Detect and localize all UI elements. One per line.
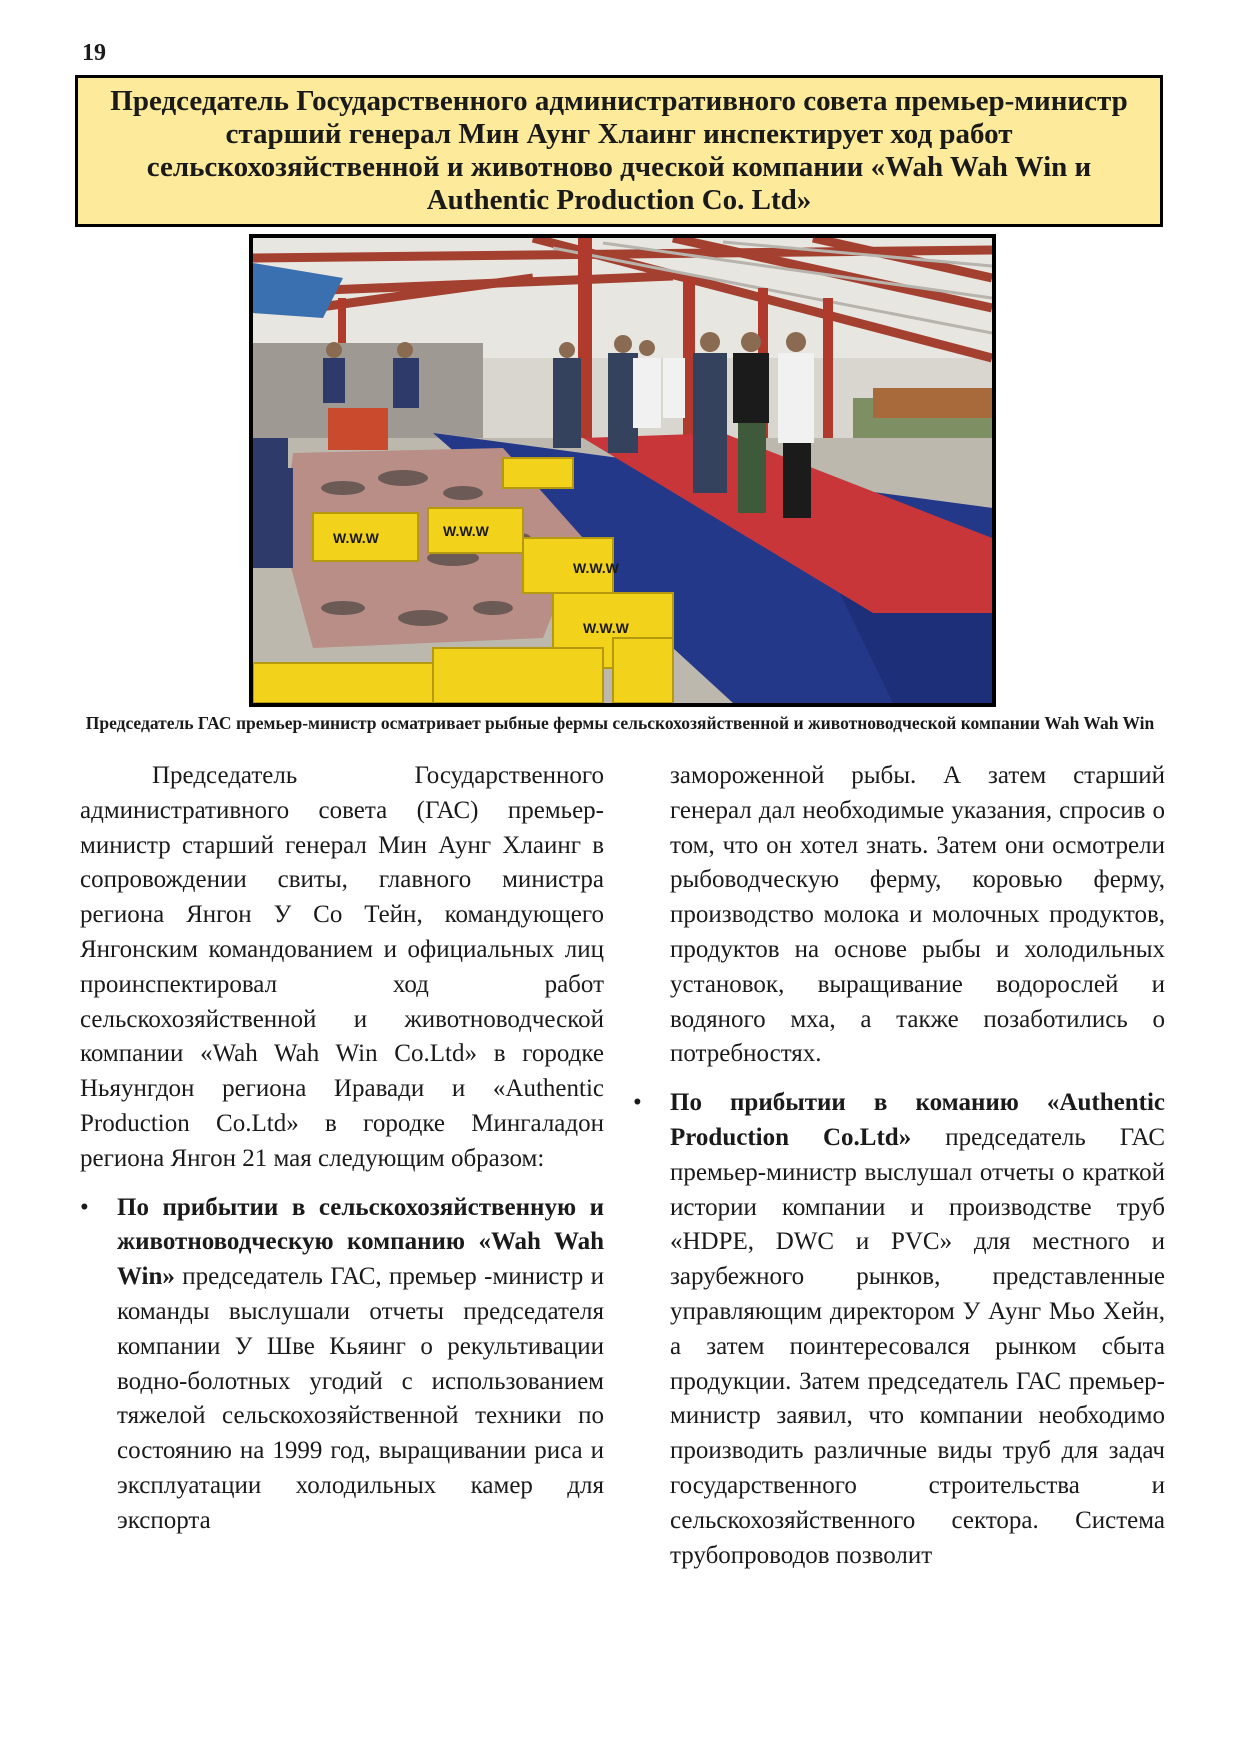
list-item-text: председатель ГАС, премьер -министр и команды выслушали отчеты председателя компании У Шве Кьяинг о рекультивации водно-болотных угодий с использованием тяжелой сельскохозяйственной техники по состоянию на 1999 год, выращивании риса и эксплуатации холодильных камер для экспорта (117, 1263, 604, 1534)
crate-label: W.W.W (573, 560, 619, 576)
crate-label: W.W.W (443, 523, 489, 539)
bullet-icon: • (633, 1089, 642, 1117)
crate-label: W.W.W (333, 530, 379, 546)
list-item-text: председатель ГАС премьер-министр выслушал отчеты о краткой истории компании и производстве труб «HDPE, DWC и PVC» для местного и зарубежного рынков, представленные управляющим директором У Аунг Мьо Хейн, а затем поинтересовался рынком сбыта продукции. Затем председатель ГАС премьер-министр заявил, что компании необходимо производить различные виды труб для задач государственного строительства и сельскохозяйственного сектора. Система трубопроводов позволит (670, 1123, 1165, 1569)
list-item-continuation: замороженной рыбы. А затем старший генерал дал необходимые указания, спросив о том, что он хотел знать. Затем они осмотрели рыбоводческую ферму, коровью ферму, производство молока и молочных продуктов, продуктов на основе рыбы и холодильных установок, выращивание водорослей и водяного мха, а также позаботились о потребностях. (670, 762, 1165, 1068)
headline-box (75, 75, 1163, 227)
article-column-left (80, 759, 604, 1539)
bullet-icon: • (80, 1193, 89, 1221)
article-column-right (633, 759, 1165, 1573)
list-item (633, 1086, 1165, 1573)
headline: Председатель Государственного административного совета премьер-министр старший генерал Мин Аунг Хлаинг инспектирует ход работ сельскохозяйственной и животново дческой компании «Wah Wah Win и Authentic Production Co. Ltd» (110, 85, 1128, 216)
article-photo (249, 234, 996, 707)
list-item-lead: По прибытии в сельскохозяйственную и животноводческую компанию «Wah Wah Win» (117, 1193, 604, 1291)
list-item-lead: По прибытии в команию «Authentic Production Co.Ltd» (670, 1089, 1165, 1151)
intro-paragraph: Председатель Государственного административного совета (ГАС) премьер-министр старший генерал Мин Аунг Хлаинг в сопровождении свиты, главного министра региона Янгон У Со Тейн, командующего Янгонским командованием и официальных лиц проинспектировал ход работ сельскохозяйственной и животноводческой компании «Wah Wah Win Co.Ltd» в городке Ньяунгдон региона Иравади и «Authentic Production Co.Ltd» в городке Мингаладон региона Янгон 21 мая следующим образом: (80, 762, 604, 1172)
page-number: 19 (82, 40, 106, 66)
fish-farm-photo-illustration (253, 238, 992, 703)
list-item (80, 1191, 604, 1539)
photo-caption: Председатель ГАС премьер-министр осматривает рыбные фермы сельскохозяйственной и животноводческой компании Wah Wah Win (85, 713, 1155, 733)
crate-label: W.W.W (583, 620, 629, 636)
